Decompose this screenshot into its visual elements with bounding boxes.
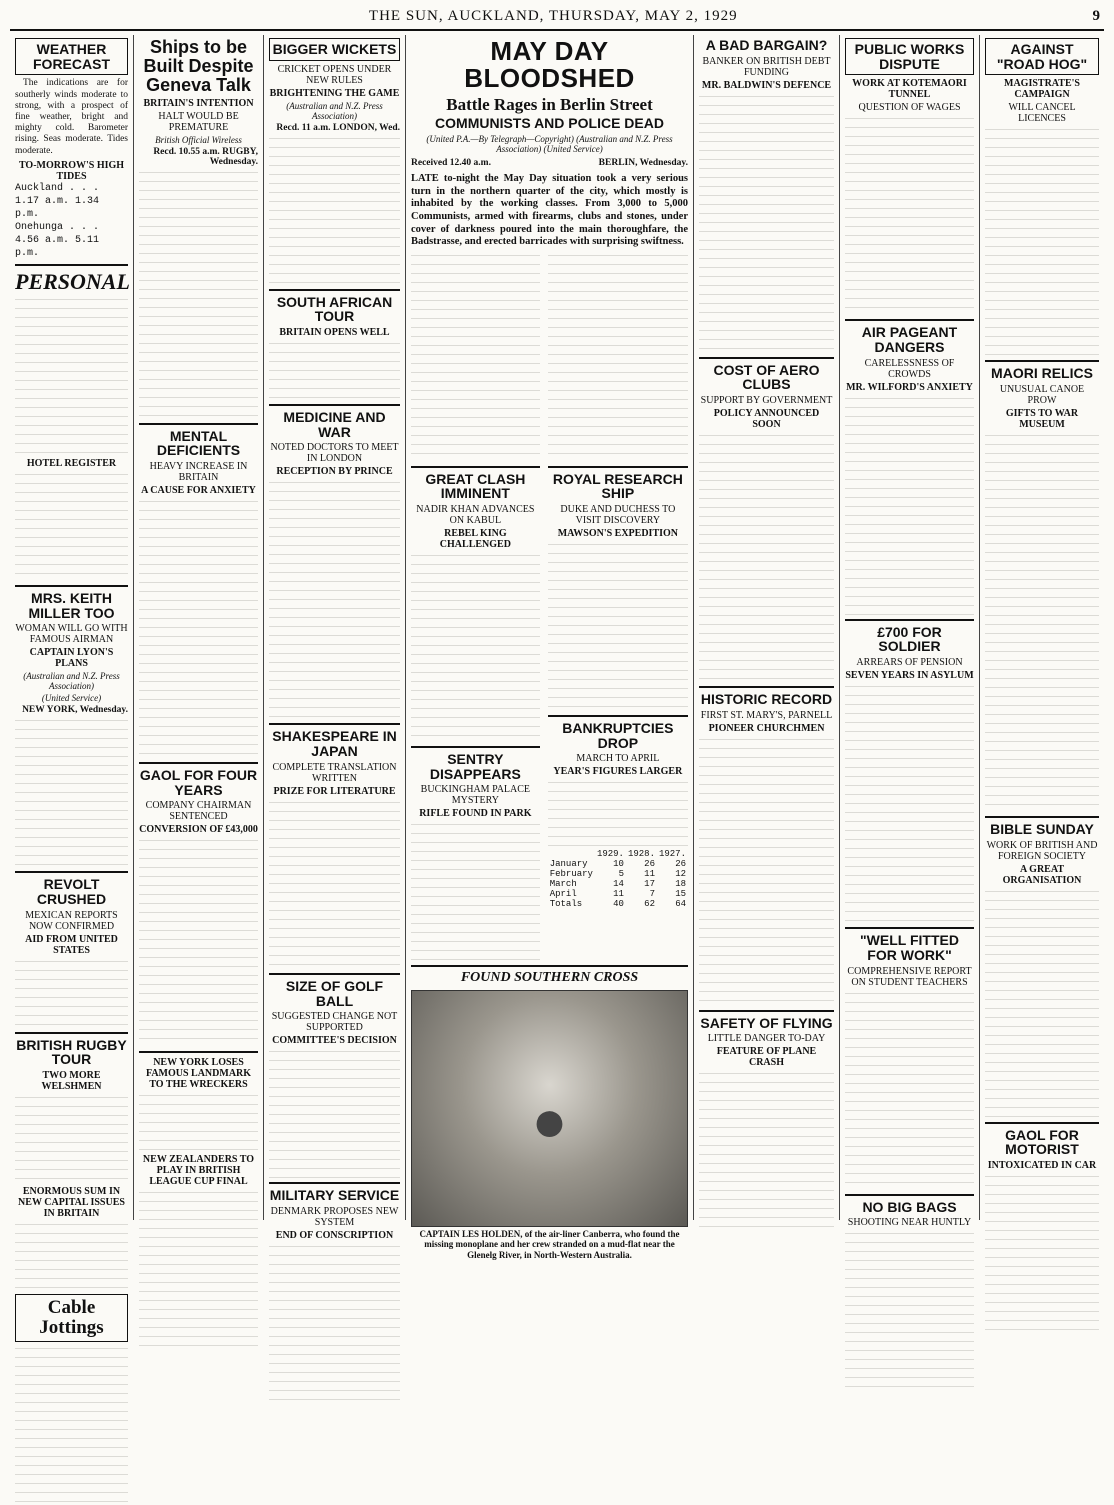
table-cell: 11	[613, 889, 624, 900]
table-header-cell: 1927.	[658, 849, 686, 860]
historic-subheadline: FIRST ST. MARY'S, PARNELL	[700, 709, 833, 721]
mental-subheadline: HEAVY INCREASE IN BRITAIN	[149, 461, 248, 484]
table-cell: 40	[613, 899, 624, 910]
nz-league-text-block	[139, 1189, 258, 1349]
nz-league-headline: NEW ZEALANDERS TO PLAY IN BRITISH LEAGUE CUP FINAL	[142, 1154, 255, 1188]
table-cell: February	[549, 869, 593, 880]
sentry-text-block	[411, 821, 540, 961]
ny-text-block	[139, 1092, 258, 1152]
revolt-subheadline-2: AID FROM UNITED STATES	[25, 933, 118, 956]
wickets-dateline: Recd. 11 a.m. LONDON, Wed.	[276, 122, 400, 133]
table-cell: 5	[618, 869, 624, 880]
miller-subheadline: WOMAN WILL GO WITH FAMOUS AIRMAN	[15, 623, 128, 646]
flying-subheadline: LITTLE DANGER TO-DAY	[707, 1033, 826, 1045]
works-text-block	[845, 115, 974, 315]
soldier-headline: £700 FOR SOLDIER	[877, 623, 942, 655]
revolt-text-block	[15, 958, 128, 1028]
column-3	[264, 35, 406, 1241]
ships-dateline: Recd. 10.55 a.m. RUGBY, Wednesday.	[153, 146, 258, 167]
hotel-headline: HOTEL REGISTER	[26, 457, 117, 469]
table-cell: 10	[613, 859, 624, 870]
shakespeare-headline: SHAKESPEARE IN JAPAN	[272, 728, 397, 760]
soldier-subheadline: ARREARS OF PENSION	[856, 657, 963, 669]
table-cell: April	[549, 889, 577, 900]
lead-headline: MAY DAY BLOODSHED	[464, 36, 635, 94]
table-row	[548, 899, 688, 909]
weather-headline: WEATHER FORECAST	[15, 38, 128, 75]
bags-subheadline: SHOOTING NEAR HUNTLY	[847, 1217, 972, 1229]
historic-text-block	[699, 736, 834, 1006]
motorist-subheadline: INTOXICATED IN CAR	[987, 1160, 1097, 1172]
shakespeare-text-block	[269, 799, 400, 969]
table-cell: Totals	[549, 899, 583, 910]
sentry-subheadline: BUCKINGHAM PALACE MYSTERY	[420, 784, 531, 807]
table-cell: 7	[649, 889, 655, 900]
clash-text-block	[411, 552, 540, 742]
ships-text-block	[139, 169, 258, 419]
column-8	[980, 35, 1104, 1220]
photo-caption: CAPTAIN LES HOLDEN, of the air-liner Canberra, who found the missing monoplane and her crew stranded on a mud-flat near the Glenelg River, in North-Western Australia.	[419, 1229, 680, 1260]
wickets-headline: BIGGER WICKETS	[269, 38, 400, 61]
medicine-subheadline: NOTED DOCTORS TO MEET IN LONDON	[270, 442, 399, 465]
rugby-subheadline: TWO MORE WELSHMEN	[41, 1070, 102, 1093]
revolt-subheadline: MEXICAN REPORTS NOW CONFIRMED	[25, 909, 118, 932]
columns	[10, 35, 1104, 1338]
shakespeare-subheadline: COMPLETE TRANSLATION WRITTEN	[272, 761, 397, 784]
masthead	[10, 8, 1104, 31]
bargain-text-block	[699, 93, 834, 353]
miller-byline: (Australian and N.Z. Press Association)	[23, 671, 120, 692]
holden-photo	[411, 990, 688, 1227]
maori-subheadline: UNUSUAL CANOE PROW	[999, 384, 1085, 407]
wickets-text-block	[269, 135, 400, 285]
bags-headline: NO BIG BAGS	[862, 1198, 957, 1215]
bible-text-block	[985, 888, 1099, 1118]
aero-subheadline-2: POLICY ANNOUNCED SOON	[713, 408, 820, 431]
column-1	[10, 35, 134, 1338]
page-number: 9	[1092, 8, 1100, 24]
capital-headline: ENORMOUS SUM IN NEW CAPITAL ISSUES IN BRITAIN	[18, 1186, 125, 1220]
clash-subheadline-2: REBEL KING CHALLENGED	[439, 528, 511, 551]
column-6	[694, 35, 840, 1220]
gaol-headline: GAOL FOR FOUR YEARS	[139, 767, 258, 798]
fitted-text-block	[845, 990, 974, 1190]
table-row	[548, 889, 688, 899]
medicine-subheadline-2: RECEPTION BY PRINCE	[276, 466, 393, 478]
sentry-subheadline-2: RIFLE FOUND IN PARK	[419, 808, 532, 820]
masthead-title: THE SUN, AUCKLAND, THURSDAY, MAY 2, 1929	[368, 8, 738, 24]
maori-subheadline-2: GIFTS TO WAR MUSEUM	[1005, 408, 1079, 431]
lead-byline: (United P.A.—By Telegraph—Copyright) (Australian and N.Z. Press Association) (United Service)	[426, 134, 673, 155]
bankruptcies-table	[548, 849, 688, 909]
table-cell: January	[549, 859, 588, 870]
historic-subheadline-2: PIONEER CHURCHMEN	[708, 722, 825, 734]
bankruptcies-subheadline: MARCH TO APRIL	[576, 753, 660, 765]
tide-row: Onehunga . . . 4.56 a.m. 5.11 p.m.	[15, 221, 100, 259]
bible-subheadline: WORK OF BRITISH AND FOREIGN SOCIETY	[986, 839, 1098, 862]
royal-ship-subheadline: DUKE AND DUCHESS TO VISIT DISCOVERY	[560, 504, 676, 527]
miller-subheadline-2: CAPTAIN LYON'S PLANS	[29, 647, 114, 670]
pageant-subheadline: CARELESSNESS OF CROWDS	[864, 357, 955, 380]
sa-tour-subheadline: BRITAIN OPENS WELL	[279, 327, 390, 339]
table-cell: 62	[644, 899, 655, 910]
road-hog-text-block	[985, 126, 1099, 356]
maori-headline: MAORI RELICS	[991, 365, 1093, 382]
ny-headline: NEW YORK LOSES FAMOUS LANDMARK TO THE WRECKERS	[145, 1057, 252, 1091]
table-row	[548, 869, 688, 879]
military-subheadline-2: END OF CONSCRIPTION	[275, 1229, 394, 1241]
personal-text-block	[15, 296, 128, 456]
lead-dateline: BERLIN, Wednesday.	[598, 158, 688, 169]
bargain-subheadline-2: MR. BALDWIN'S DEFENCE	[701, 79, 832, 91]
table-cell: 26	[644, 859, 655, 870]
clash-subheadline: NADIR KHAN ADVANCES ON KABUL	[416, 504, 535, 527]
pageant-subheadline-2: MR. WILFORD'S ANXIETY	[846, 381, 973, 393]
fitted-subheadline: COMPREHENSIVE REPORT ON STUDENT TEACHERS	[847, 965, 972, 988]
aero-text-block	[699, 432, 834, 682]
historic-headline: HISTORIC RECORD	[700, 691, 833, 708]
motorist-text-block	[985, 1173, 1099, 1333]
medicine-headline: MEDICINE AND WAR	[283, 409, 386, 440]
table-cell: 11	[644, 869, 655, 880]
revolt-headline: REVOLT CRUSHED	[36, 876, 107, 907]
table-cell: 17	[644, 879, 655, 890]
bags-text-block	[845, 1230, 974, 1390]
fitted-headline: "WELL FITTED FOR WORK"	[860, 932, 959, 963]
bible-subheadline-2: A GREAT ORGANISATION	[1002, 863, 1082, 886]
aero-subheadline: SUPPORT BY GOVERNMENT	[700, 395, 833, 407]
table-cell: 15	[675, 889, 686, 900]
capital-text-block	[15, 1221, 128, 1291]
wickets-subheadline-2: BRIGHTENING THE GAME	[269, 87, 400, 99]
ships-subheadline-2: HALT WOULD BE PREMATURE	[158, 110, 239, 133]
miller-headline: MRS. KEITH MILLER TOO	[28, 589, 115, 621]
tides-headline: TO-MORROW'S HIGH TIDES	[18, 159, 125, 182]
road-hog-subheadline: MAGISTRATE'S CAMPAIGN	[1004, 78, 1080, 101]
mental-text-block	[139, 498, 258, 758]
medicine-text-block	[269, 479, 400, 719]
bankruptcies-headline: BANKRUPTCIES DROP	[562, 720, 674, 751]
aero-headline: COST OF AERO CLUBS	[713, 361, 820, 393]
wickets-subheadline: CRICKET OPENS UNDER NEW RULES	[277, 63, 392, 86]
gaol-subheadline-2: CONVERSION OF £43,000	[139, 824, 258, 836]
lead-subheadline: Battle Rages in Berlin Street	[446, 94, 653, 114]
sa-tour-text-block	[269, 340, 400, 400]
gaol-subheadline: COMPANY CHAIRMAN SENTENCED	[145, 800, 252, 823]
cable-jottings-headline: Cable Jottings	[15, 1294, 128, 1342]
table-cell: 14	[613, 879, 624, 890]
ships-subheadline: BRITAIN'S INTENTION	[143, 97, 254, 109]
table-cell: 12	[675, 869, 686, 880]
road-hog-headline: AGAINST "ROAD HOG"	[985, 38, 1099, 75]
golf-subheadline: SUGGESTED CHANGE NOT SUPPORTED	[271, 1011, 398, 1034]
column-2	[134, 35, 264, 1220]
personal-headline: PERSONAL	[15, 268, 130, 294]
table-header-cell	[548, 849, 595, 859]
golf-subheadline-2: COMMITTEE'S DECISION	[272, 1035, 397, 1047]
bible-headline: BIBLE SUNDAY	[990, 821, 1094, 838]
column-7	[840, 35, 980, 1229]
table-cell: 26	[675, 859, 686, 870]
pageant-headline: AIR PAGEANT DANGERS	[861, 324, 958, 356]
sa-tour-headline: SOUTH AFRICAN TOUR	[276, 293, 393, 325]
military-text-block	[269, 1243, 400, 1403]
table-cell: 64	[675, 899, 686, 910]
royal-ship-headline: ROYAL RESEARCH SHIP	[552, 470, 683, 502]
table-cell: March	[549, 879, 577, 890]
sentry-headline: SENTRY DISAPPEARS	[429, 751, 521, 782]
photo-headline: FOUND SOUTHERN CROSS	[460, 970, 639, 986]
golf-text-block	[269, 1048, 400, 1178]
miller-dateline: NEW YORK, Wednesday.	[22, 705, 128, 716]
royal-ship-subheadline-2: MAWSON'S EXPEDITION	[557, 528, 679, 540]
bankruptcies-text-block	[548, 779, 688, 849]
gaol-text-block	[139, 837, 258, 1047]
works-subheadline: WORK AT KOTEMAORI TUNNEL	[852, 78, 967, 101]
hotel-text-block	[15, 471, 128, 581]
lead-intro: LATE to-night the May Day situation took a very serious turn in the northern quarter of the city, which mostly is inhabited by the working classes. From 3,000 to 5,000 Communists, armed with firearms, clubs and stones, under cover of darkness poured into the main thoroughfare, the Badstrasse, and erected barricades with surprising swiftness.	[411, 173, 688, 248]
golf-headline: SIZE OF GOLF BALL	[285, 977, 384, 1009]
maori-text-block	[985, 432, 1099, 812]
pageant-text-block	[845, 395, 974, 615]
shakespeare-subheadline-2: PRIZE FOR LITERATURE	[273, 785, 396, 797]
rugby-headline: BRITISH RUGBY TOUR	[16, 1036, 127, 1068]
bargain-subheadline: BANKER ON BRITISH DEBT FUNDING	[702, 55, 831, 78]
flying-subheadline-2: FEATURE OF PLANE CRASH	[716, 1046, 817, 1069]
mental-subheadline-2: A CAUSE FOR ANXIETY	[141, 485, 256, 497]
flying-text-block	[699, 1070, 834, 1230]
wickets-byline: (Australian and N.Z. Press Association)	[286, 100, 383, 121]
royal-ship-text-block	[548, 541, 688, 711]
table-row	[548, 859, 688, 869]
table-header-row	[548, 849, 688, 859]
soldier-subheadline-2: SEVEN YEARS IN ASYLUM	[845, 670, 974, 682]
table-row	[548, 879, 688, 889]
soldier-text-block	[845, 683, 974, 923]
miller-text-block	[15, 717, 128, 867]
road-hog-subheadline-2: WILL CANCEL LICENCES	[1008, 102, 1076, 125]
military-subheadline: DENMARK PROPOSES NEW SYSTEM	[270, 1205, 399, 1228]
tide-row: Auckland . . . 1.17 a.m. 1.34 p.m.	[15, 182, 100, 220]
lead-text-left	[411, 252, 540, 462]
cable-text-block	[15, 1345, 128, 1505]
lead-text-right	[548, 252, 688, 462]
center-columns	[406, 35, 694, 1260]
portrait-icon: ●	[531, 1088, 568, 1155]
lead-subheadline-2: COMMUNISTS AND POLICE DEAD	[435, 115, 664, 132]
flying-headline: SAFETY OF FLYING	[700, 1014, 833, 1031]
works-subheadline-2: QUESTION OF WAGES	[858, 102, 961, 114]
ships-headline: Ships to be Built Despite Geneva Talk	[143, 37, 254, 95]
table-header-cell: 1929.	[596, 849, 624, 860]
bargain-headline: A BAD BARGAIN?	[705, 37, 828, 53]
clash-headline: GREAT CLASH IMMINENT	[425, 470, 526, 502]
mental-headline: MENTAL DEFICIENTS	[156, 427, 241, 459]
lead-received: Received 12.40 a.m.	[411, 158, 491, 169]
table-cell: 18	[675, 879, 686, 890]
table-header-cell: 1928.	[627, 849, 655, 860]
military-headline: MILITARY SERVICE	[269, 1187, 400, 1204]
miller-byline-2: (United Service)	[41, 693, 102, 704]
bankruptcies-subheadline-2: YEAR'S FIGURES LARGER	[553, 766, 683, 778]
rugby-text-block	[15, 1094, 128, 1184]
weather-text: The indications are for southerly winds moderate to strong, with a prospect of fine weather, bright and mighty cold. Barometer rising. Seas moderate. Tides moderate.	[15, 78, 128, 156]
motorist-headline: GAOL FOR MOTORIST	[1005, 1126, 1079, 1158]
ships-byline: British Official Wireless	[155, 134, 242, 145]
works-headline: PUBLIC WORKS DISPUTE	[845, 38, 974, 75]
